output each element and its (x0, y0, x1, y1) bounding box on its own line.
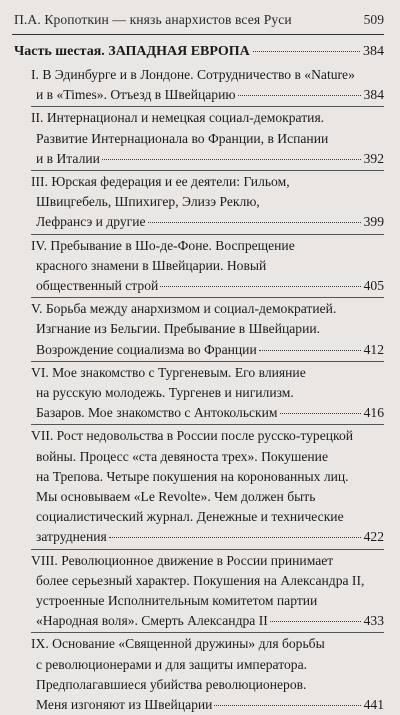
toc-entry-line (31, 65, 384, 85)
part-title: Часть шестая. ЗАПАДНАЯ ЕВРОПА (14, 44, 250, 59)
toc-entry-line (31, 212, 384, 232)
toc-entry-line (31, 383, 384, 403)
toc-entry-text: Меня изгоняют из Швейцарии (36, 696, 213, 712)
toc-entry-text: устроенные Исполнительным комитетом партии (36, 592, 318, 608)
toc-entry-text: затруднения (36, 529, 107, 545)
leader-dots (214, 705, 360, 706)
toc-entry-line (31, 611, 384, 631)
toc-entry (31, 426, 384, 547)
toc-entry-page: 405 (363, 277, 384, 293)
toc-entry-line (31, 236, 384, 256)
toc-entry-line (31, 447, 384, 467)
toc-entry-text: войны. Процесс «ста девяноста трех». Покушение (36, 448, 328, 464)
toc-entry-text: Швицгебель, Шпихигер, Элизэ Реклю, (36, 194, 260, 210)
toc-entry-line (31, 467, 384, 487)
toc-entry-text: VI. Мое знакомство с Тургеневым. Его влияние (31, 364, 306, 380)
toc-entry-text: VIII. Революционное движение в России принимает (31, 552, 334, 568)
toc-entry-page: 399 (363, 214, 384, 230)
entry-separator (31, 170, 384, 171)
toc-entry-text: Лефрансэ и другие (36, 214, 146, 230)
toc-entry-line (31, 507, 384, 527)
toc-entry (31, 634, 384, 715)
leader-dots (160, 286, 360, 287)
toc-entry-text: I. В Эдинбурге и в Лондоне. Сотрудничество в «Nature» (31, 67, 355, 82)
toc-entry-text: с революционерами и для защиты императора. (36, 656, 307, 672)
leader-dots (259, 350, 361, 351)
leader-dots (238, 95, 361, 96)
leader-dots (102, 159, 361, 160)
toc-entry-line (31, 527, 384, 547)
entry-separator (31, 297, 384, 298)
entry-separator (31, 361, 384, 362)
toc-entry-page: 392 (363, 150, 384, 166)
leader-dots (148, 222, 361, 223)
toc-entry (31, 236, 384, 297)
toc-entry-text: «Народная воля». Смерть Александра II (36, 613, 268, 629)
toc-entry-line (31, 675, 384, 695)
toc-entry-line (31, 426, 384, 446)
toc-entry-line (31, 403, 384, 423)
entry-separator (31, 234, 384, 235)
entry-separator (31, 549, 384, 550)
toc-entry (31, 299, 384, 360)
toc-entry-text: более серьезный характер. Покушения на Александра II, (36, 572, 365, 588)
toc-entry-text: II. Интернационал и немецкая социал-демократия. (31, 110, 325, 126)
leader-dots (109, 537, 361, 538)
toc-entry-line (31, 276, 384, 296)
toc-entry-line (31, 655, 384, 675)
toc-entry-line (31, 299, 384, 319)
header-rule (12, 34, 384, 35)
toc-entry-text: на Трепова. Четыре покушения на коронованных лиц. (36, 468, 349, 484)
toc-entry-page: 412 (363, 341, 384, 357)
toc-entry-text: социалистический журнал. Денежные и технические (36, 509, 344, 525)
entry-separator (31, 632, 384, 633)
page-header (14, 10, 384, 30)
toc-part-heading (14, 41, 384, 63)
toc-entry-text: на русскую молодежь. Тургенев и нигилизм. (36, 384, 294, 400)
toc-entry-line (31, 172, 384, 192)
toc-entry-page: 441 (363, 696, 384, 712)
toc-entry-text: VII. Рост недовольства в России после русско-турецкой (31, 428, 354, 444)
toc-entry-line (31, 591, 384, 611)
toc-entry-page: 433 (363, 613, 384, 629)
toc-entry (31, 363, 384, 424)
toc-entry-page: 384 (363, 87, 384, 103)
toc-entry-line (31, 363, 384, 383)
toc-entry-text: Изгнание из Бельгии. Пребывание в Швейцарии. (36, 321, 321, 337)
toc-entry-line (31, 487, 384, 507)
toc-entry (31, 172, 384, 233)
entry-separator (31, 106, 384, 107)
running-title: П.А. Кропоткин — князь анархистов всея Руси (14, 12, 292, 27)
toc-entry-line (31, 85, 384, 105)
toc-entry-line (31, 571, 384, 591)
toc-entry-line (31, 695, 384, 715)
toc-entry-text: Базаров. Мое знакомство с Антокольским (36, 405, 278, 421)
toc-entry-line (31, 256, 384, 276)
toc-entry-text: Развитие Интернационала во Франции, в Испании (36, 130, 329, 146)
entry-separator (31, 424, 384, 425)
toc-entry-line (31, 634, 384, 654)
toc-entry-line (31, 108, 384, 128)
toc-entry-line (31, 319, 384, 339)
toc-entry-text: IV. Пребывание в Шо-де-Фоне. Воспрещение (31, 237, 295, 253)
toc-entry-line (31, 340, 384, 360)
part-page: 384 (363, 44, 384, 59)
toc-entry-page: 416 (363, 405, 384, 421)
toc-entry-text: IX. Основание «Священной дружины» для борьбы (31, 636, 325, 652)
toc-entry (31, 65, 384, 105)
toc-entry-page: 422 (363, 529, 384, 545)
toc-entry-text: общественный строй (36, 277, 159, 293)
toc-entry-line (31, 129, 384, 149)
toc-entry (31, 108, 384, 169)
toc-entry-text: Предполагавшиеся убийства революционеров. (36, 676, 307, 692)
toc-entry-text: V. Борьба между анархизмом и социал-демократией. (31, 301, 337, 317)
leader-dots (253, 51, 360, 52)
leader-dots (270, 621, 361, 622)
page-number: 509 (363, 12, 384, 27)
toc-entry-text: Возрождение социализма во Франции (36, 341, 257, 357)
toc-entry-text: Мы основываем «Le Revolte». Чем должен быть (36, 488, 316, 504)
toc-entry (31, 551, 384, 632)
leader-dots (280, 413, 361, 414)
toc-entry-line (31, 149, 384, 169)
toc-entry-text: III. Юрская федерация и ее деятели: Гильом, (31, 174, 290, 189)
toc-entry-text: и в «Times». Отъезд в Швейцарию (36, 87, 236, 103)
toc-entry-text: красного знамени в Швейцарии. Новый (36, 257, 267, 273)
toc-entry-text: и в Италии (36, 150, 100, 166)
toc-entry-line (31, 192, 384, 212)
toc-entry-line (31, 551, 384, 571)
